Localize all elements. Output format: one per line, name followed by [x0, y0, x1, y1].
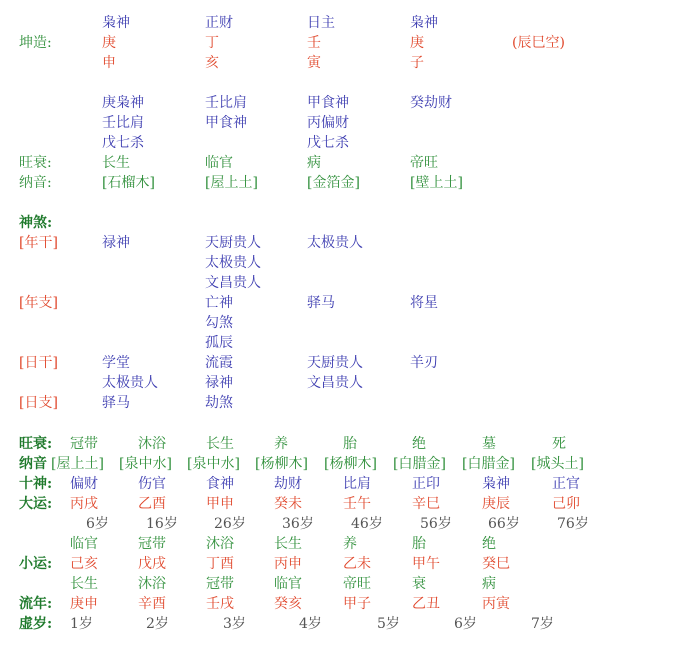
wangshuai-value: 长生 — [102, 155, 130, 171]
dayun-age: 16岁 — [146, 516, 178, 532]
pillar-god-3: 日主 — [307, 15, 335, 31]
shensha-item: 太极贵人 — [307, 235, 363, 251]
xusui-value: 2岁 — [146, 616, 169, 632]
dayun-ws-value: 沐浴 — [138, 436, 166, 452]
xusui-label: 虚岁: — [19, 616, 53, 632]
nayin-value: [金箔金] — [307, 175, 360, 191]
shensha-item: 将星 — [410, 295, 438, 311]
dayun-nayin-value: [屋上土] — [51, 456, 104, 472]
pillar-stem-4: 庚 — [410, 35, 424, 51]
shensha-title: 神煞: — [19, 215, 53, 231]
xiaoyun-ws-bottom: 衰 — [412, 576, 426, 592]
xiaoyun-ws-bottom: 冠带 — [206, 576, 234, 592]
dayun-shishen-value: 伤官 — [138, 476, 166, 492]
xusui-value: 3岁 — [223, 616, 246, 632]
dayun-age: 46岁 — [351, 516, 383, 532]
nayin-label: 纳音: — [19, 175, 52, 191]
xusui-value: 7岁 — [531, 616, 554, 632]
shensha-item: 驿马 — [102, 395, 130, 411]
dayun-ws-value: 墓 — [482, 436, 496, 452]
liunian-value: 庚申 — [70, 596, 98, 612]
shensha-item: 文昌贵人 — [205, 275, 261, 291]
dayun-shishen-value: 比肩 — [343, 476, 371, 492]
dayun-value: 乙酉 — [138, 496, 166, 512]
nayin-value: [石榴木] — [102, 175, 155, 191]
shensha-group-label: [年干] — [19, 235, 58, 251]
shensha-item: 勾煞 — [205, 315, 233, 331]
dayun-value: 癸未 — [274, 496, 302, 512]
dayun-value: 壬午 — [343, 496, 371, 512]
liunian-value: 壬戌 — [206, 596, 234, 612]
nayin-value: [壁上土] — [410, 175, 463, 191]
pillar-god-2: 正财 — [205, 15, 233, 31]
shensha-item: 学堂 — [102, 355, 130, 371]
shensha-item: 太极贵人 — [205, 255, 261, 271]
dayun-nayin-value: [泉中水] — [187, 456, 240, 472]
xiaoyun-ws-bottom: 病 — [482, 576, 496, 592]
shensha-item: 劫煞 — [205, 395, 233, 411]
shensha-item: 流霞 — [205, 355, 233, 371]
hidden-stem: 壬比肩 — [205, 95, 247, 111]
dayun-nayin-value: [泉中水] — [119, 456, 172, 472]
liunian-value: 乙丑 — [412, 596, 440, 612]
dayun-ws-value: 绝 — [412, 436, 426, 452]
dayun-value: 庚辰 — [482, 496, 510, 512]
dayun-shishen-value: 正印 — [412, 476, 440, 492]
nayin-value: [屋上土] — [205, 175, 258, 191]
dayun-nayin-value: [杨柳木] — [324, 456, 377, 472]
shensha-item: 太极贵人 — [102, 375, 158, 391]
dayun-nayin-value: [白腊金] — [393, 456, 446, 472]
pillar-stem-3: 壬 — [307, 35, 321, 51]
dayun-nayin-value: [杨柳木] — [255, 456, 308, 472]
xiaoyun-ws-bottom: 沐浴 — [138, 576, 166, 592]
xiaoyun-ws-top: 长生 — [274, 536, 302, 552]
xusui-value: 6岁 — [454, 616, 477, 632]
xiaoyun-value: 戊戌 — [138, 556, 166, 572]
dayun-value: 甲申 — [206, 496, 234, 512]
hidden-stem: 壬比肩 — [102, 115, 144, 131]
dayun-ws-value: 死 — [552, 436, 566, 452]
wangshuai-label: 旺衰: — [19, 155, 52, 171]
shensha-item: 天厨贵人 — [307, 355, 363, 371]
wangshuai-value: 临官 — [205, 155, 233, 171]
hidden-stem: 丙偏财 — [307, 115, 349, 131]
dayun-shishen-value: 偏财 — [70, 476, 98, 492]
dayun-ws-value: 养 — [274, 436, 288, 452]
dayun-age: 76岁 — [557, 516, 589, 532]
xiaoyun-value: 乙未 — [343, 556, 371, 572]
shensha-group-label: [日干] — [19, 355, 58, 371]
hidden-stem: 甲食神 — [307, 95, 349, 111]
dayun-shishen-label: 十神: — [19, 476, 53, 492]
xiaoyun-ws-top: 绝 — [482, 536, 496, 552]
pillars-label: 坤造: — [19, 35, 52, 51]
hidden-stem: 戊七杀 — [307, 135, 349, 151]
dayun-age: 66岁 — [488, 516, 520, 532]
xiaoyun-value: 丙申 — [274, 556, 302, 572]
dayun-age: 36岁 — [282, 516, 314, 532]
dayun-shishen-value: 劫财 — [274, 476, 302, 492]
xusui-value: 5岁 — [377, 616, 400, 632]
hidden-stem: 癸劫财 — [410, 95, 452, 111]
dayun-ws-label: 旺衰: — [19, 436, 53, 452]
xiaoyun-label: 小运: — [19, 556, 53, 572]
dayun-shishen-value: 正官 — [552, 476, 580, 492]
pillar-god-4: 枭神 — [410, 15, 438, 31]
xiaoyun-ws-bottom: 帝旺 — [343, 576, 371, 592]
dayun-label: 大运: — [19, 496, 53, 512]
pillar-branch-4: 子 — [410, 55, 424, 71]
pillar-branch-2: 亥 — [205, 55, 219, 71]
dayun-age: 6岁 — [86, 516, 109, 532]
liunian-label: 流年: — [19, 596, 53, 612]
hidden-stem: 庚枭神 — [102, 95, 144, 111]
dayun-ws-value: 冠带 — [70, 436, 98, 452]
xiaoyun-ws-top: 养 — [343, 536, 357, 552]
xiaoyun-ws-top: 临官 — [70, 536, 98, 552]
pillar-branch-1: 申 — [102, 55, 116, 71]
pillar-god-1: 枭神 — [102, 15, 130, 31]
dayun-ws-value: 长生 — [206, 436, 234, 452]
xusui-value: 4岁 — [299, 616, 322, 632]
shensha-item: 天厨贵人 — [205, 235, 261, 251]
dayun-nayin-value: [白腊金] — [462, 456, 515, 472]
xiaoyun-value: 己亥 — [70, 556, 98, 572]
xiaoyun-ws-bottom: 临官 — [274, 576, 302, 592]
dayun-value: 己卯 — [552, 496, 580, 512]
dayun-shishen-value: 枭神 — [482, 476, 510, 492]
xiaoyun-ws-top: 冠带 — [138, 536, 166, 552]
pillar-stem-1: 庚 — [102, 35, 116, 51]
hidden-stem: 甲食神 — [205, 115, 247, 131]
dayun-shishen-value: 食神 — [206, 476, 234, 492]
dayun-age: 56岁 — [420, 516, 452, 532]
liunian-value: 辛酉 — [138, 596, 166, 612]
wangshuai-value: 病 — [307, 155, 321, 171]
liunian-value: 癸亥 — [274, 596, 302, 612]
shensha-item: 亡神 — [205, 295, 233, 311]
dayun-age: 26岁 — [214, 516, 246, 532]
shensha-item: 孤辰 — [205, 335, 233, 351]
xiaoyun-value: 丁酉 — [206, 556, 234, 572]
liunian-value: 丙寅 — [482, 596, 510, 612]
xiaoyun-ws-bottom: 长生 — [70, 576, 98, 592]
shensha-item: 禄神 — [205, 375, 233, 391]
shensha-item: 驿马 — [307, 295, 335, 311]
liunian-value: 甲子 — [343, 596, 371, 612]
shensha-group-label: [年支] — [19, 295, 58, 311]
hidden-stem: 戊七杀 — [102, 135, 144, 151]
dayun-value: 辛巳 — [412, 496, 440, 512]
shensha-item: 羊刃 — [410, 355, 438, 371]
xusui-value: 1岁 — [70, 616, 93, 632]
pillar-stem-2: 丁 — [205, 35, 219, 51]
shensha-item: 禄神 — [102, 235, 130, 251]
dayun-nayin-value: [城头土] — [531, 456, 584, 472]
pillar-branch-3: 寅 — [307, 55, 321, 71]
dayun-ws-value: 胎 — [343, 436, 357, 452]
xiaoyun-value: 癸巳 — [482, 556, 510, 572]
shensha-group-label: [日支] — [19, 395, 58, 411]
xiaoyun-ws-top: 沐浴 — [206, 536, 234, 552]
shensha-item: 文昌贵人 — [307, 375, 363, 391]
dayun-nayin-label: 纳音 — [19, 456, 47, 472]
void-note: (辰巳空) — [512, 35, 565, 51]
dayun-value: 丙戌 — [70, 496, 98, 512]
xiaoyun-ws-top: 胎 — [412, 536, 426, 552]
xiaoyun-value: 甲午 — [412, 556, 440, 572]
wangshuai-value: 帝旺 — [410, 155, 438, 171]
